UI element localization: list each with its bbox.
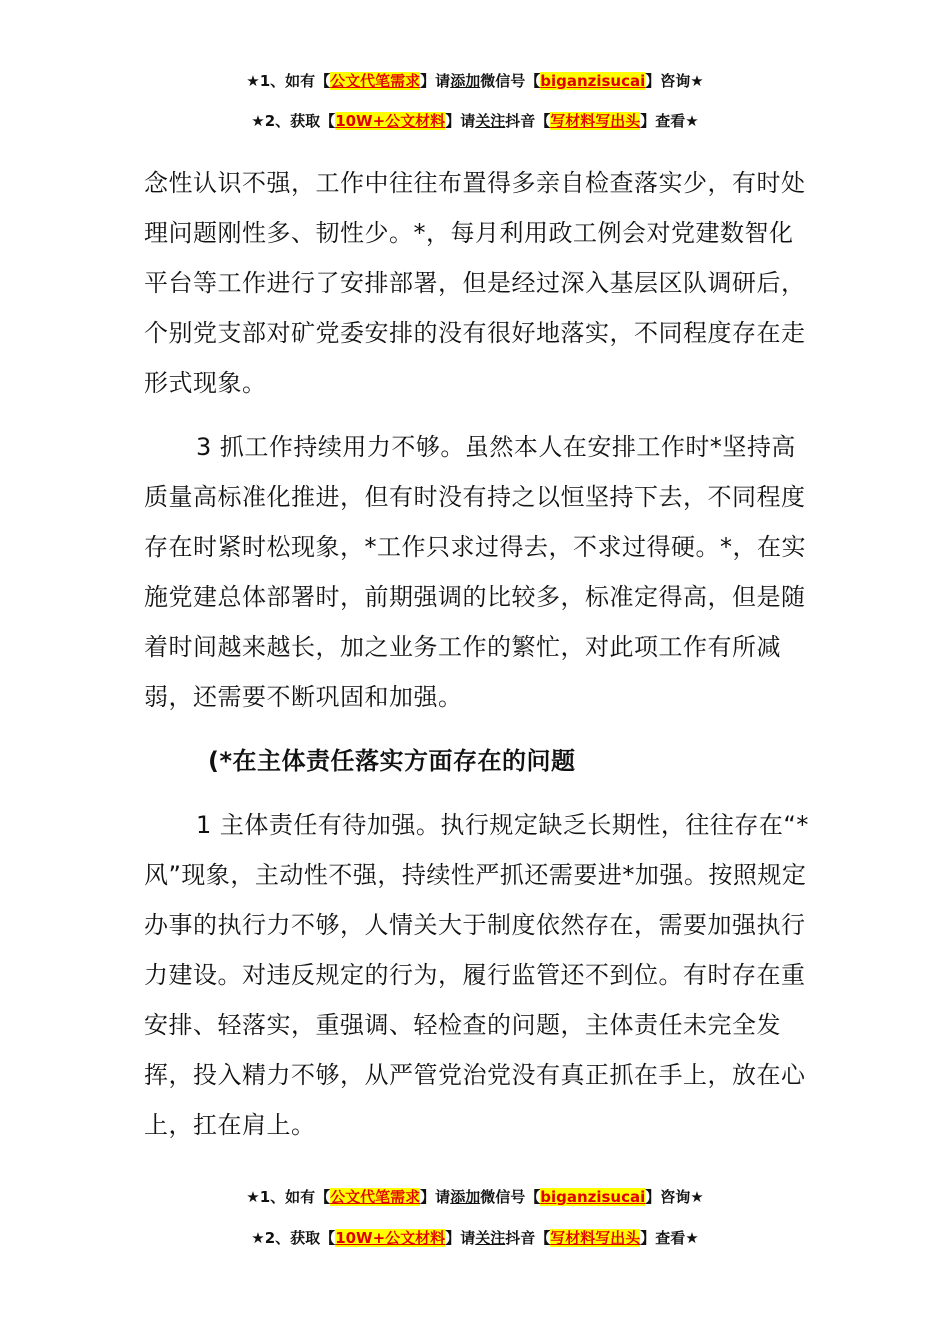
highlight-wechat-id: biganzisucai [540,72,646,90]
highlight-wechat-id: biganzisucai [540,1188,646,1206]
top-banner-line-2: ★2、获取【10W+公文材料】请关注抖音【写材料写出头】查看★ [251,112,699,130]
paragraph-1: 念性认识不强，工作中往往布置得多亲自检查落实少，有时处理问题刚性多、韧性少。*，每月利用政工例会对党建数智化平台等工作进行了安排部署，但是经过深入基层区队调研后，个别党支部对矿党委安排的没有很好地落实，不同程度存在走形式现象。 [144,169,806,397]
highlight-materials: 10W+公文材料 [335,112,446,130]
highlight-service: 公文代笔需求 [330,72,421,90]
highlight-service: 公文代笔需求 [330,1188,421,1206]
highlight-douyin-account: 写材料写出头 [550,112,641,130]
bottom-banner-line-1: ★1、如有【公文代笔需求】请添加微信号【biganzisucai】咨询★ [246,1188,704,1206]
top-banner-line-1: ★1、如有【公文代笔需求】请添加微信号【biganzisucai】咨询★ [246,72,704,90]
section-heading: (*在主体责任落实方面存在的问题 [208,747,576,775]
highlight-douyin-account: 写材料写出头 [550,1229,641,1247]
bottom-banner-line-2: ★2、获取【10W+公文材料】请关注抖音【写材料写出头】查看★ [251,1229,699,1247]
highlight-materials: 10W+公文材料 [335,1229,446,1247]
paragraph-2: 3 抓工作持续用力不够。虽然本人在安排工作时*坚持高质量高标准化推进，但有时没有持之以恒坚持下去，不同程度存在时紧时松现象，*工作只求过得去，不求过得硬。*，在实施党建总体部署时，前期强调的比较多，标准定得高，但是随着时间越来越长，加之业务工作的繁忙，对此项工作有所减弱，还需要不断巩固和加强。 [144,433,806,711]
document-body [144,158,814,1150]
paragraph-3: 1 主体责任有待加强。执行规定缺乏长期性，往往存在“*风”现象，主动性不强，持续性严抓还需要进*加强。按照规定办事的执行力不够，人情关大于制度依然存在，需要加强执行力建设。对违反规定的行为，履行监管还不到位。有时存在重安排、轻落实，重强调、轻检查的问题，主体责任未完全发挥，投入精力不够，从严管党治党没有真正抓在手上，放在心上，扛在肩上。 [144,811,809,1139]
